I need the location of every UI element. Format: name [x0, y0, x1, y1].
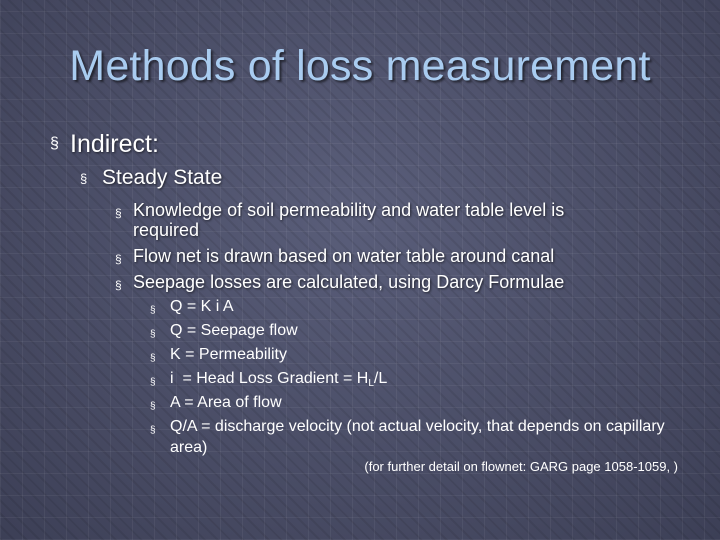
formula-text: Q/A = discharge velocity (not actual velocity, that depends on capillary area) — [170, 418, 665, 456]
bullet-icon: § — [150, 305, 156, 316]
bullet-icon: § — [115, 252, 122, 266]
bullet-steady-state — [80, 166, 222, 190]
formula-post: /L — [373, 370, 388, 387]
formula-text: Q = K i A — [170, 298, 234, 315]
bullet-icon: § — [150, 377, 156, 388]
bullet-icon: § — [150, 401, 156, 412]
bullet-icon: § — [150, 329, 156, 340]
formula-pre: i = Head Loss Gradient = H — [170, 370, 369, 387]
formula-item — [150, 368, 670, 394]
formula-text: Q = Seepage flow — [170, 322, 298, 339]
bullet-text: Knowledge of soil permeability and water table level is required — [133, 200, 565, 240]
formula-item — [150, 416, 670, 458]
bullet-text: Flow net is drawn based on water table around canal — [133, 246, 555, 266]
bullet-icon: § — [115, 206, 122, 220]
bullet-text: Indirect: — [70, 130, 159, 158]
formula-item — [150, 296, 670, 321]
bullet-icon: § — [150, 425, 156, 436]
bullet-text: Steady State — [102, 166, 223, 189]
slide-title: Methods of loss measurement — [69, 42, 651, 90]
bullet-text: Seepage losses are calculated, using Darcy Formulae — [133, 272, 565, 292]
formula-text — [170, 368, 665, 394]
formula-subscript: L — [368, 378, 374, 389]
formula-text: A = Area of flow — [170, 394, 282, 411]
bullet-knowledge — [115, 200, 635, 240]
bullet-flow-net — [115, 246, 635, 269]
bullet-icon: § — [150, 353, 156, 364]
formula-text: K = Permeability — [170, 346, 287, 363]
formula-item — [150, 344, 670, 369]
formula-item — [150, 320, 670, 345]
formula-item — [150, 392, 670, 417]
bullet-icon: § — [50, 135, 59, 152]
bullet-icon: § — [115, 278, 122, 292]
bullet-seepage-losses — [115, 272, 635, 295]
bullet-indirect — [50, 130, 159, 159]
reference-note: (for further detail on flownet: GARG page 1058-1059, ) — [364, 459, 678, 474]
bullet-icon: § — [80, 171, 88, 186]
